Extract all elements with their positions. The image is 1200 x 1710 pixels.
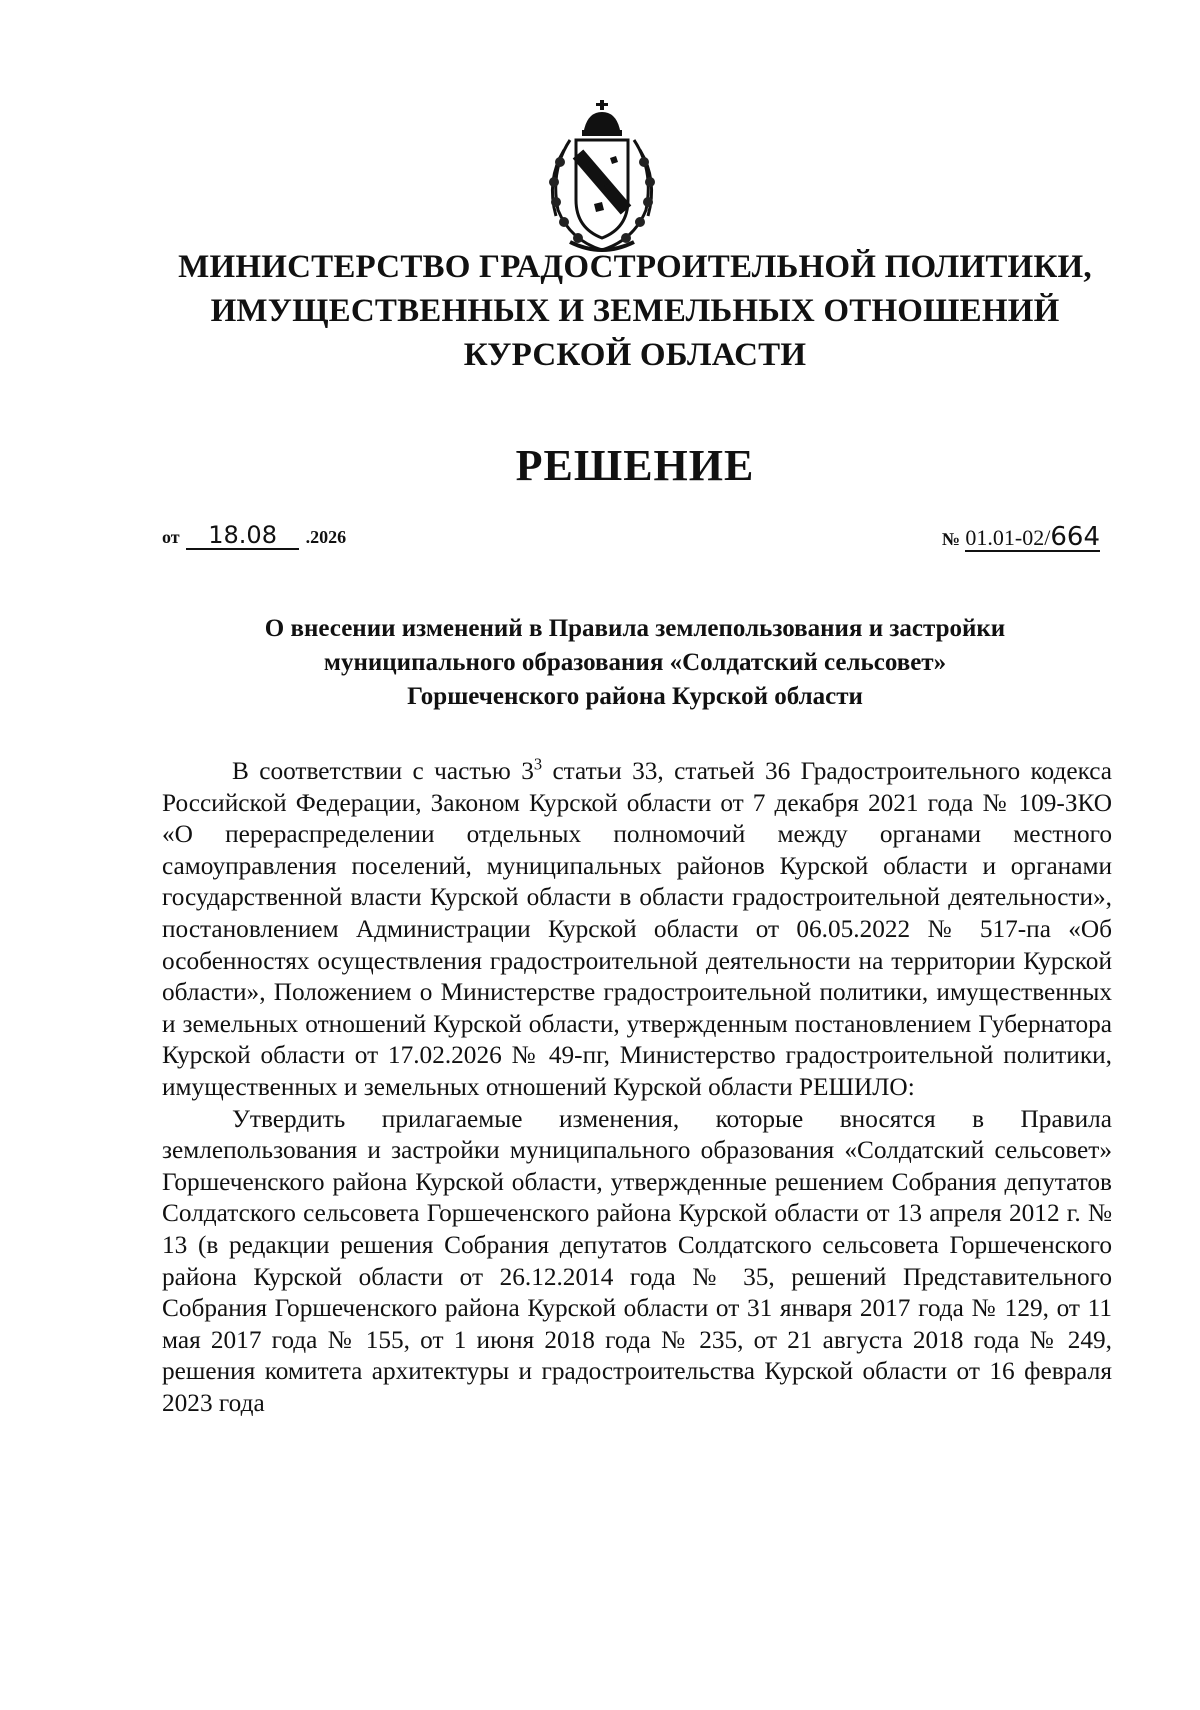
coat-of-arms-icon [540, 100, 690, 255]
subject-line-3: Горшеченского района Курской области [407, 683, 863, 710]
number-value [965, 522, 1100, 552]
document-number [942, 522, 1100, 552]
document-type-title: РЕШЕНИЕ [515, 441, 755, 490]
date-handwritten: 18.08 [186, 522, 299, 550]
date-year: .2026 [305, 527, 347, 547]
paragraph-1-start: В соответствии с частью 3 [232, 757, 534, 785]
body-paragraph-1 [162, 756, 1112, 1104]
subject-line-2: муниципального образования «Солдатский сельсовет» [323, 649, 947, 676]
subject-line-1: О внесении изменений в Правила землепользования и застройки [264, 615, 1006, 642]
number-sign: № [941, 529, 960, 549]
number-printed: 01.01-02/ [965, 525, 1051, 550]
ministry-name-line-2: ИМУЩЕСТВЕННЫХ И ЗЕМЕЛЬНЫХ ОТНОШЕНИЙ [210, 293, 1060, 329]
number-handwritten: 664 [1050, 522, 1100, 552]
ministry-name-line-3: КУРСКОЙ ОБЛАСТИ [463, 337, 807, 373]
document-body [162, 756, 1112, 1419]
paragraph-1-rest: статьи 33, статьей 36 Градостроительного кодекса Российской Федерации, Законом Курской области от 7 декабря 2021 года № 109-ЗКО «О перераспределении отдельных полномочий между органами местного самоуправления поселений, муниципальных районов Курской области и органами государственной власти Курской области в области градостроительной деятельности», постановлением Администрации Курской области от 06.05.2022 № 517-па «Об особенностях осуществления градостроительной деятельности на территории Курской области», Положением о Министерстве градостроительной политики, имущественных и земельных отношений Курской области, утвержденным постановлением Губернатора Курской области от 17.02.2026 № 49-пг, Министерство градостроительной политики, имущественных и земельных отношений Курской области РЕШИЛО: [162, 757, 1113, 1101]
document-date [162, 522, 346, 550]
paragraph-1-superscript: 3 [533, 754, 543, 774]
date-prefix: от [162, 527, 180, 547]
document-subject [100, 612, 1170, 714]
ministry-name-line-1: МИНИСТЕРСТВО ГРАДОСТРОИТЕЛЬНОЙ ПОЛИТИКИ, [178, 249, 1092, 285]
body-paragraph-2: Утвердить прилагаемые изменения, которые вносятся в Правила землепользования и застройки муниципального образования «Солдатский сельсовет» Горшеченского района Курской области, утвержденные решением Собрания депутатов Солдатского сельсовета Горшеченского района Курской области от 13 апреля 2012 г. № 13 (в редакции решения Собрания депутатов Солдатского сельсовета Горшеченского района Курской области от 26.12.2014 года № 35, решений Представительного Собрания Горшеченского района Курской области от 31 января 2017 года № 129, от 11 мая 2017 года № 155, от 1 июня 2018 года № 235, от 21 августа 2018 года № 249, решения комитета архитектуры и градостроительства Курской области от 16 февраля 2023 года [162, 1104, 1112, 1417]
